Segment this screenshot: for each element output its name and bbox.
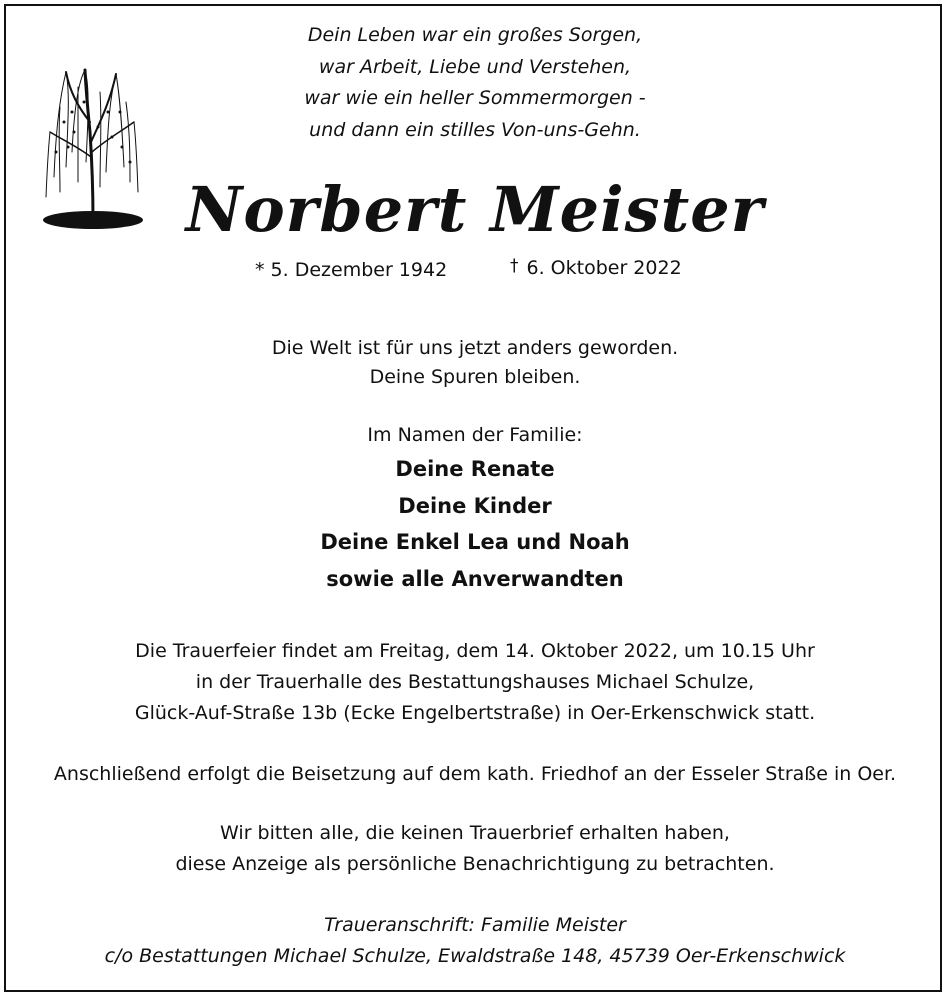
death-date: 6. Oktober 2022 xyxy=(526,257,682,279)
death-date-group xyxy=(510,254,682,280)
burial-info: Anschließend erfolgt die Beisetzung auf dem kath. Friedhof an der Esseler Straße in Oer. xyxy=(53,763,897,785)
ceremony-line: in der Trauerhalle des Bestattungshauses Michael Schulze, xyxy=(195,671,755,693)
family-member: sowie alle Anverwandten xyxy=(326,566,624,591)
ceremony-line: Die Trauerfeier findet am Freitag, dem 14. Oktober 2022, um 10.15 Uhr xyxy=(135,640,815,662)
ceremony-info xyxy=(0,636,950,729)
address-line: Traueranschrift: Familie Meister xyxy=(324,914,626,936)
ceremony-line: Glück-Auf-Straße 13b (Ecke Engelbertstraße) in Oer-Erkenschwick statt. xyxy=(134,702,816,724)
family-list xyxy=(0,451,950,597)
family-member: Deine Enkel Lea und Noah xyxy=(320,530,630,554)
mourning-address xyxy=(0,910,950,972)
poem-line: und dann ein stilles Von-uns-Gehn. xyxy=(309,118,641,141)
deceased-name: Norbert Meister xyxy=(185,173,765,246)
cross-symbol: † xyxy=(510,256,519,276)
family-member: Deine Renate xyxy=(395,457,555,481)
poem-line: war wie ein heller Sommermorgen - xyxy=(304,87,646,109)
motto-line: Die Welt ist für uns jetzt anders geworden. xyxy=(271,337,679,359)
poem-line: Dein Leben war ein großes Sorgen, xyxy=(307,24,643,46)
request-line: diese Anzeige als persönliche Benachrichtigung zu betrachten. xyxy=(175,853,775,875)
poem-line: war Arbeit, Liebe und Verstehen, xyxy=(318,55,632,78)
motto xyxy=(0,334,950,392)
family-member: Deine Kinder xyxy=(398,493,552,518)
birth-date: * 5. Dezember 1942 xyxy=(255,259,448,281)
motto-line: Deine Spuren bleiben. xyxy=(369,366,581,388)
address-line: c/o Bestattungen Michael Schulze, Ewaldstraße 148, 45739 Oer-Erkenschwick xyxy=(104,945,846,967)
family-intro: Im Namen der Familie: xyxy=(367,424,583,446)
poem xyxy=(0,20,950,146)
request-line: Wir bitten alle, die keinen Trauerbrief erhalten haben, xyxy=(220,822,730,844)
notification-request xyxy=(0,818,950,880)
